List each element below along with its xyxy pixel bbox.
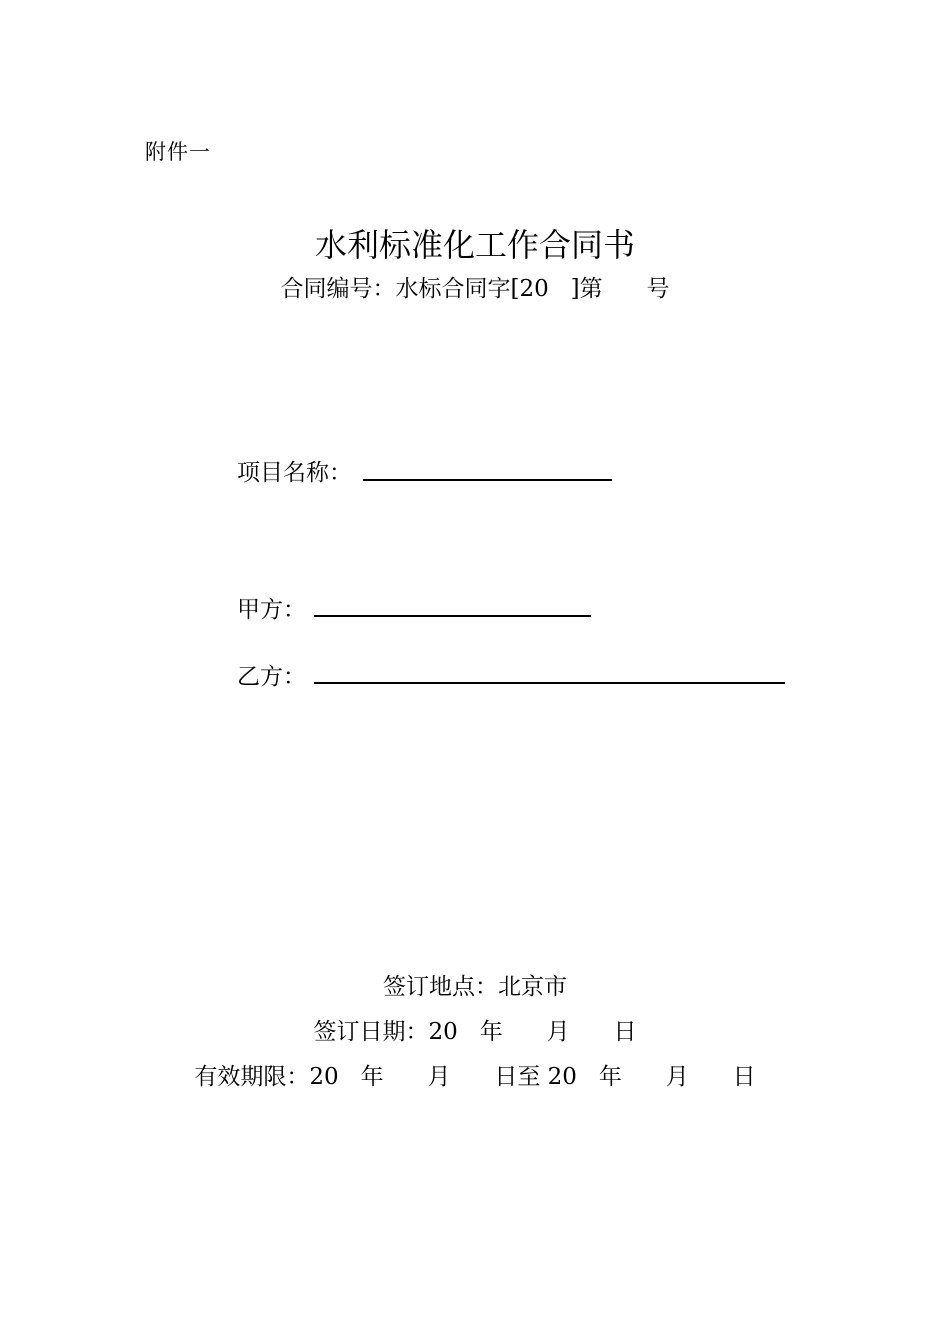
document-title: 水利标准化工作合同书 <box>314 226 635 264</box>
validity-period: 有效期限：20 年 月 日至 20 年 月 日 <box>194 1064 756 1090</box>
annex-label: 附件一 <box>145 140 211 164</box>
signing-place <box>0 968 950 1001</box>
party-a-label: 甲方： <box>237 597 306 623</box>
contract-number: 合同编号：水标合同字[20 ]第 号 <box>280 276 670 302</box>
party-b-field[interactable] <box>314 682 785 684</box>
signing-place-value: 北京市 <box>498 974 567 1000</box>
project-name-field[interactable] <box>363 479 612 481</box>
project-name-label: 项目名称： <box>237 460 352 486</box>
party-a-field[interactable] <box>314 615 591 617</box>
party-b-label: 乙方： <box>237 664 306 690</box>
signing-date: 签订日期：20 年 月 日 <box>313 1019 637 1045</box>
signing-place-label: 签订地点： <box>383 974 498 1000</box>
